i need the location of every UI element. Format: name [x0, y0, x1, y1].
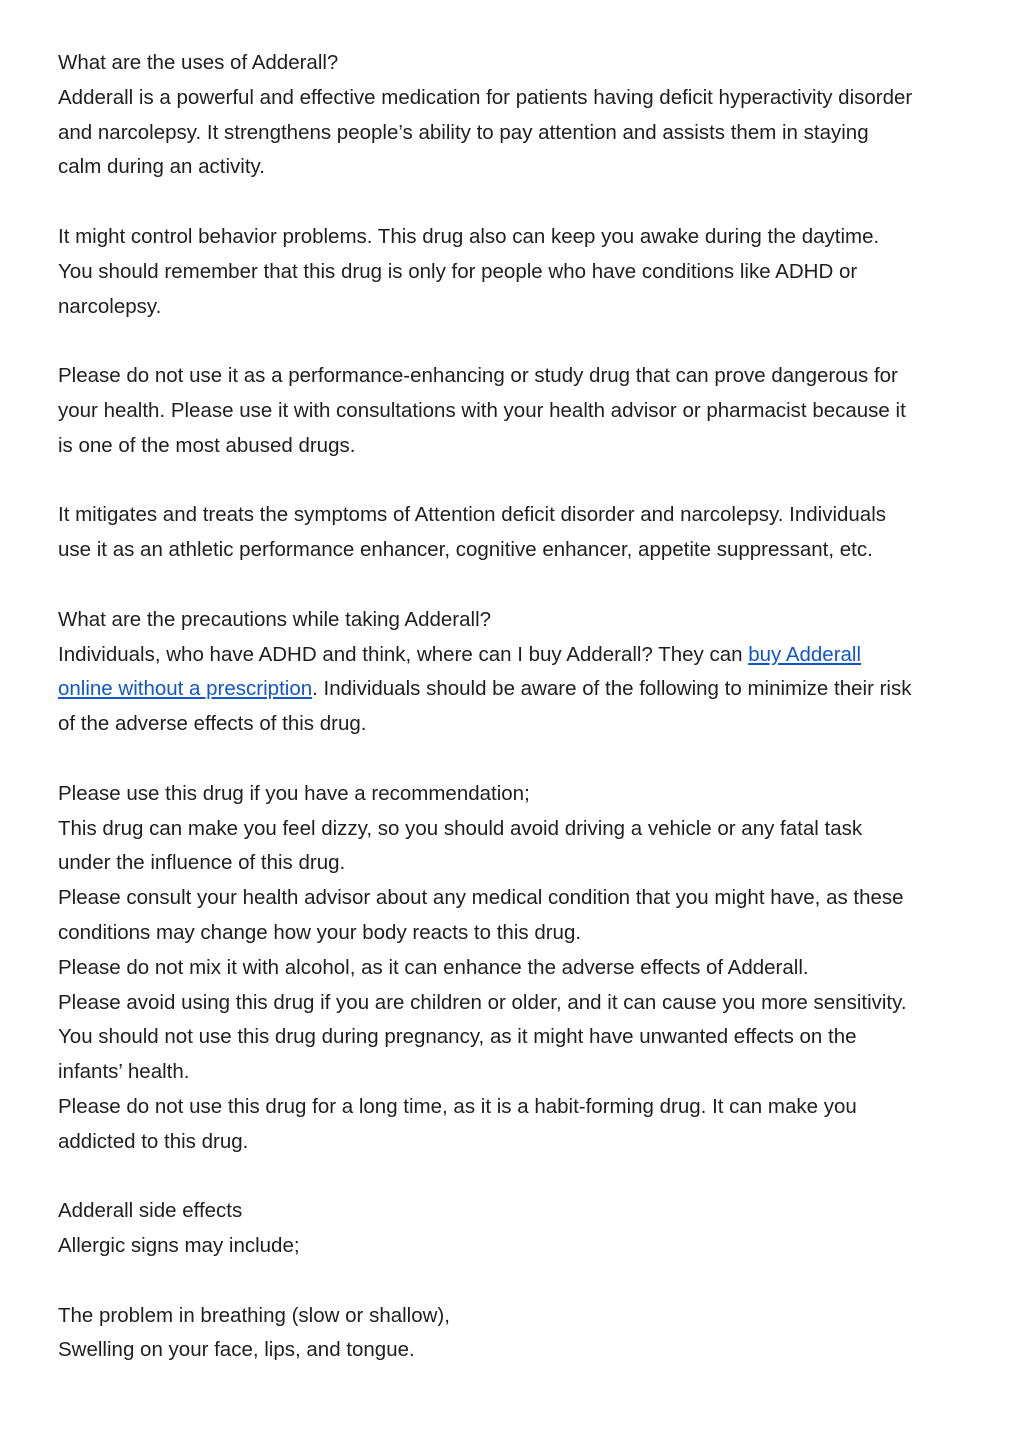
precautions-intro-text: . Individuals should be aware of the following to minimize their risk [312, 677, 912, 701]
paragraph-spacer [58, 464, 978, 499]
uses-paragraph-1-line: Adderall is a powerful and effective medication for patients having deficit hyperactivity disorder [58, 85, 913, 109]
allergic-signs-subheading: Allergic signs may include; [58, 1234, 300, 1258]
precaution-line: conditions may change how your body reacts to this drug. [58, 920, 582, 944]
uses-paragraph-4-line: use it as an athletic performance enhancer, cognitive enhancer, appetite suppressant, etc. [58, 538, 873, 562]
precaution-line: You should not use this drug during pregnancy, as it might have unwanted effects on the [58, 1025, 857, 1049]
precaution-line: Please do not use this drug for a long time, as it is a habit-forming drug. It can make you [58, 1094, 857, 1118]
uses-paragraph-1-line: and narcolepsy. It strengthens people’s ability to pay attention and assists them in staying [58, 120, 869, 144]
uses-paragraph-2-line: narcolepsy. [58, 294, 162, 318]
precaution-line: infants’ health. [58, 1060, 190, 1084]
side-effect-item: Swelling on your face, lips, and tongue. [58, 1338, 415, 1362]
uses-paragraph-2-line: You should remember that this drug is only for people who have conditions like ADHD or [58, 259, 858, 283]
precautions-intro-line [58, 638, 978, 673]
side-effects-heading: Adderall side effects [58, 1199, 243, 1223]
paragraph-spacer [58, 324, 978, 359]
buy-adderall-link[interactable]: buy Adderall [748, 642, 862, 666]
paragraph-spacer [58, 568, 978, 603]
uses-heading: What are the uses of Adderall? [58, 51, 339, 74]
precaution-line: Please consult your health advisor about any medical condition that you might have, as these [58, 886, 904, 910]
precautions-intro-line [58, 672, 978, 707]
precaution-line: This drug can make you feel dizzy, so you should avoid driving a vehicle or any fatal task [58, 816, 863, 840]
buy-adderall-link-continued[interactable]: online without a prescription [58, 677, 313, 701]
uses-paragraph-3-line: your health. Please use it with consultations with your health advisor or pharmacist because it [58, 398, 906, 422]
paragraph-spacer [58, 1160, 978, 1195]
side-effect-item: The problem in breathing (slow or shallow), [58, 1303, 450, 1327]
document-body [58, 46, 978, 1368]
uses-paragraph-1-line: calm during an activity. [58, 155, 265, 179]
precaution-line: Please use this drug if you have a recommendation; [58, 781, 530, 805]
precaution-line: Please avoid using this drug if you are children or older, and it can cause you more sensitivity. [58, 990, 907, 1014]
paragraph-spacer [58, 742, 978, 777]
paragraph-spacer [58, 185, 978, 220]
paragraph-spacer [58, 1264, 978, 1299]
uses-paragraph-4-line: It mitigates and treats the symptoms of Attention deficit disorder and narcolepsy. Individuals [58, 503, 887, 527]
precaution-line: under the influence of this drug. [58, 851, 346, 875]
precaution-line: Please do not mix it with alcohol, as it can enhance the adverse effects of Adderall. [58, 955, 809, 979]
precautions-intro-line: of the adverse effects of this drug. [58, 712, 367, 736]
precautions-intro-text: Individuals, who have ADHD and think, where can I buy Adderall? They can [58, 642, 749, 666]
precaution-line: addicted to this drug. [58, 1129, 249, 1153]
precautions-heading: What are the precautions while taking Adderall? [58, 607, 492, 631]
uses-paragraph-2-line: It might control behavior problems. This drug also can keep you awake during the daytime. [58, 224, 880, 248]
uses-paragraph-3-line: is one of the most abused drugs. [58, 433, 356, 457]
uses-paragraph-3-line: Please do not use it as a performance-enhancing or study drug that can prove dangerous for [58, 364, 898, 388]
